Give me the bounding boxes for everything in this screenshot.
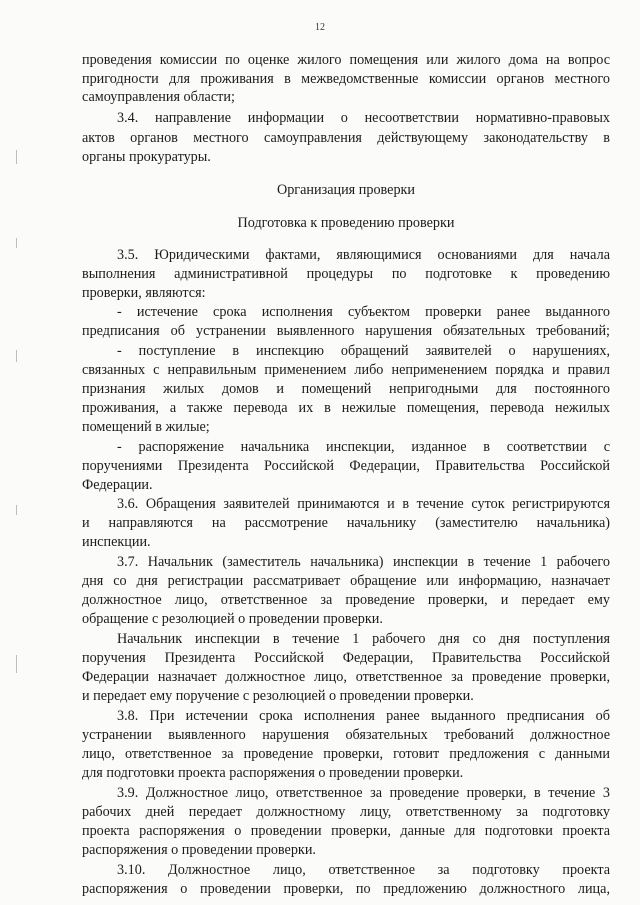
text-line: и передает ему поручение с резолюцией о проведении проверки. (82, 688, 474, 704)
text-line: 3.4. направление информации о несоответствии нормативно-правовых (117, 110, 610, 126)
text-line: 3.10. Должностное лицо, ответственное за подготовку проекта (117, 862, 610, 878)
section-heading: Подготовка к проведению проверки (237, 215, 455, 231)
text-line: рабочих дней передает должностному лицу, ответственному за подготовку (82, 804, 610, 820)
text-line: признания жилых домов и помещений непригодными для постоянного (82, 381, 610, 397)
text-line: распоряжения о проведении проверки. (82, 842, 316, 858)
text-line: Федерации назначает должностное лицо, ответственное за проведение проверки, (82, 669, 610, 685)
text-line: поручения Президента Российской Федерации, Правительства Российской (82, 650, 610, 666)
text-line: органы прокуратуры. (82, 149, 211, 165)
scan-mark (16, 350, 17, 362)
text-line: связанных с неправильным применением либо неприменением порядка и правил (82, 362, 610, 378)
text-line: дня со дня регистрации рассматривает обращение или информацию, назначает (82, 573, 610, 589)
text-line: Федерации. (82, 477, 153, 493)
text-line: помещений в жилые; (82, 419, 210, 435)
text-line: распоряжения о проведении проверки, по предложению должностного лица, (82, 881, 610, 897)
scan-mark (16, 150, 17, 164)
section-heading: Организация проверки (276, 182, 416, 198)
text-line: 3.8. При истечении срока исполнения ранее выданного предписания об (117, 708, 610, 724)
text-line: проекта распоряжения о проведении проверки, данные для подготовки проекта (82, 823, 610, 839)
page-number: 12 (315, 22, 325, 33)
text-line: инспекции. (82, 534, 151, 550)
text-line: - распоряжение начальника инспекции, изданное в соответствии с (117, 439, 610, 455)
scan-mark (16, 505, 17, 515)
text-line: должностное лицо, ответственное за проведение проверки, и передает ему (82, 592, 610, 608)
text-line: - поступление в инспекцию обращений заявителей о нарушениях, (117, 343, 610, 359)
text-line: проживания, а также перевода их в нежилые помещения, перевода нежилых (82, 400, 610, 416)
text-line: 3.6. Обращения заявителей принимаются и в течение суток регистрируются (117, 496, 610, 512)
text-line: Начальник инспекции в течение 1 рабочего дня со дня поступления (117, 631, 610, 647)
text-line: самоуправления области; (82, 89, 235, 105)
text-line: предписания об устранении выявленного нарушения обязательных требований; (82, 323, 610, 339)
text-line: и направляются на рассмотрение начальнику (заместителю начальника) (82, 515, 610, 531)
text-line: выполнения административной процедуры по подготовке к проведению (82, 266, 610, 282)
text-line: 3.5. Юридическими фактами, являющимися основаниями для начала (117, 247, 610, 263)
scan-margin-marks (14, 0, 20, 905)
text-line: устранении выявленного нарушения обязательных требований должностное (82, 727, 610, 743)
text-line: проверки, являются: (82, 285, 206, 301)
text-line: лицо, ответственное за проведение проверки, готовит предложения с данными (82, 746, 610, 762)
text-line: для подготовки проекта распоряжения о проведении проверки. (82, 765, 464, 781)
text-line: актов органов местного самоуправления действующему законодательству в (82, 130, 610, 146)
text-line: поручениями Президента Российской Федерации, Правительства Российской (82, 458, 610, 474)
text-line: обращение с резолюцией о проведении проверки. (82, 611, 383, 627)
scan-mark (16, 238, 17, 248)
text-line: проведения комиссии по оценке жилого помещения или жилого дома на вопрос (82, 52, 610, 68)
text-line: - истечение срока исполнения субъектом проверки ранее выданного (117, 304, 610, 320)
scan-mark (16, 655, 17, 673)
text-line: 3.9. Должностное лицо, ответственное за проведение проверки, в течение 3 (117, 785, 610, 801)
text-line: 3.7. Начальник (заместитель начальника) инспекции в течение 1 рабочего (117, 554, 610, 570)
text-line: пригодности для проживания в межведомственные комиссии органов местного (82, 71, 610, 87)
